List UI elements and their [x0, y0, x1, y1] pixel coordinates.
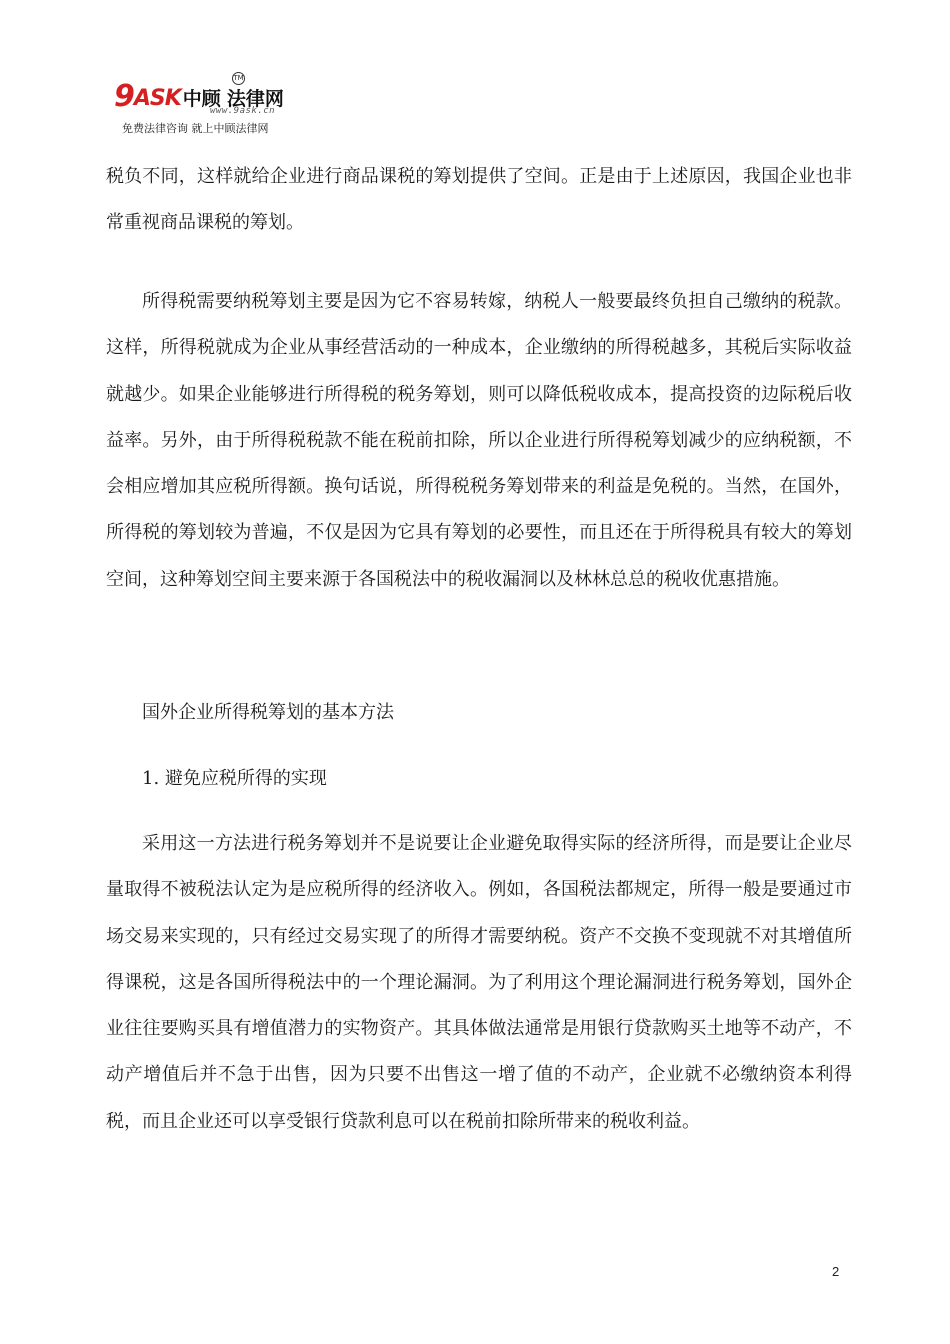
logo-ask: ASK [133, 86, 181, 111]
logo-brand: 中顾 [182, 88, 221, 110]
paragraph-1: 税负不同，这样就给企业进行商品课税的筹划提供了空间。正是由于上述原因，我国企业也非常重视商品课税的筹划。 [106, 166, 852, 234]
paragraph-2: 所得税需要纳税筹划主要是因为它不容易转嫁，纳税人一般要最终负担自己缴纳的税款。这样，所得税就成为企业从事经营活动的一种成本，企业缴纳的所得税越多，其税后实际收益就越少。如果企业能够进行所得税的税务筹划，则可以降低税收成本，提高投资的边际税后收益率。另外，由于所得税税款不能在税前扣除，所以企业进行所得税筹划减少的应纳税额，不会相应增加其应税所得额。换句话说，所得税税务筹划带来的利益是免税的。当然，在国外，所得税的筹划较为普遍，不仅是因为它具有筹划的必要性，而且还在于所得税具有较大的筹划空间，这种筹划空间主要来源于各国税法中的税收漏洞以及林林总总的税收优惠措施。 [106, 291, 852, 590]
logo-site-name: 法律网 [226, 88, 284, 110]
subsection-heading: 1. 避免应税所得的实现 [142, 768, 327, 789]
site-logo [114, 76, 314, 138]
logo-slogan: 免费法律咨询 就上中顾法律网 [122, 122, 269, 135]
page-number: 2 [832, 1264, 840, 1279]
paragraph-3: 采用这一方法进行税务筹划并不是说要让企业避免取得实际的经济所得，而是要让企业尽量取得不被税法认定为是应税所得的经济收入。例如，各国税法都规定，所得一般是要通过市场交易来实现的，只有经过交易实现了的所得才需要纳税。资产不交换不变现就不对其增值所得课税，这是各国所得税法中的一个理论漏洞。为了利用这个理论漏洞进行税务筹划，国外企业往往要购买具有增值潜力的实物资产。其具体做法通常是用银行贷款购买土地等不动产，不动产增值后并不急于出售，因为只要不出售这一增了值的不动产，企业就不必缴纳资本利得税，而且企业还可以享受银行贷款利息可以在税前扣除所带来的税收利益。 [106, 833, 852, 1132]
logo-nine: 9 [114, 79, 133, 114]
trademark-icon: TM [232, 72, 245, 85]
logo-url: www.9ask.cn [210, 106, 276, 116]
section-heading: 国外企业所得税筹划的基本方法 [142, 702, 394, 723]
